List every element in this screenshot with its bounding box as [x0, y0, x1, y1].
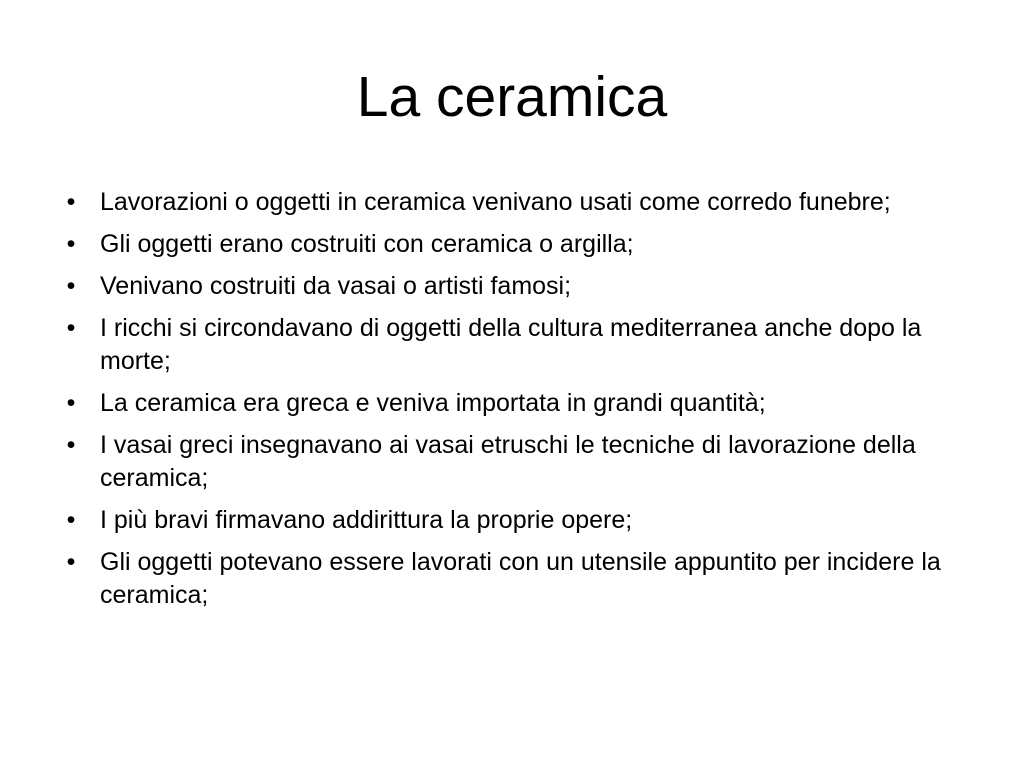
bullet-text: Gli oggetti potevano essere lavorati con un utensile appuntito per incidere la ceramica; [100, 548, 941, 609]
bullet-item [56, 228, 976, 261]
bullet-icon: • [66, 431, 76, 459]
bullet-list [56, 186, 976, 621]
slide-title: La ceramica [356, 65, 668, 129]
bullet-icon: • [66, 188, 76, 216]
bullet-icon: • [66, 230, 76, 258]
bullet-item [56, 387, 976, 420]
bullet-item [56, 186, 976, 219]
bullet-item [56, 312, 976, 378]
bullet-icon: • [66, 506, 76, 534]
bullet-icon: • [66, 548, 76, 576]
bullet-text: Gli oggetti erano costruiti con ceramica o argilla; [100, 230, 634, 258]
bullet-item [56, 546, 976, 612]
bullet-icon: • [66, 389, 76, 417]
bullet-text: I più bravi firmavano addirittura la proprie opere; [100, 506, 633, 534]
bullet-text: La ceramica era greca e veniva importata in grandi quantità; [100, 389, 766, 417]
bullet-item [56, 270, 976, 303]
bullet-text: I ricchi si circondavano di oggetti della cultura mediterranea anche dopo la morte; [100, 314, 922, 375]
bullet-text: I vasai greci insegnavano ai vasai etruschi le tecniche di lavorazione della ceramica; [100, 431, 916, 492]
bullet-text: Lavorazioni o oggetti in ceramica venivano usati come corredo funebre; [100, 188, 891, 216]
bullet-item [56, 504, 976, 537]
bullet-icon: • [66, 272, 76, 300]
bullet-icon: • [66, 314, 76, 342]
bullet-text: Venivano costruiti da vasai o artisti famosi; [100, 272, 572, 300]
bullet-item [56, 429, 976, 495]
